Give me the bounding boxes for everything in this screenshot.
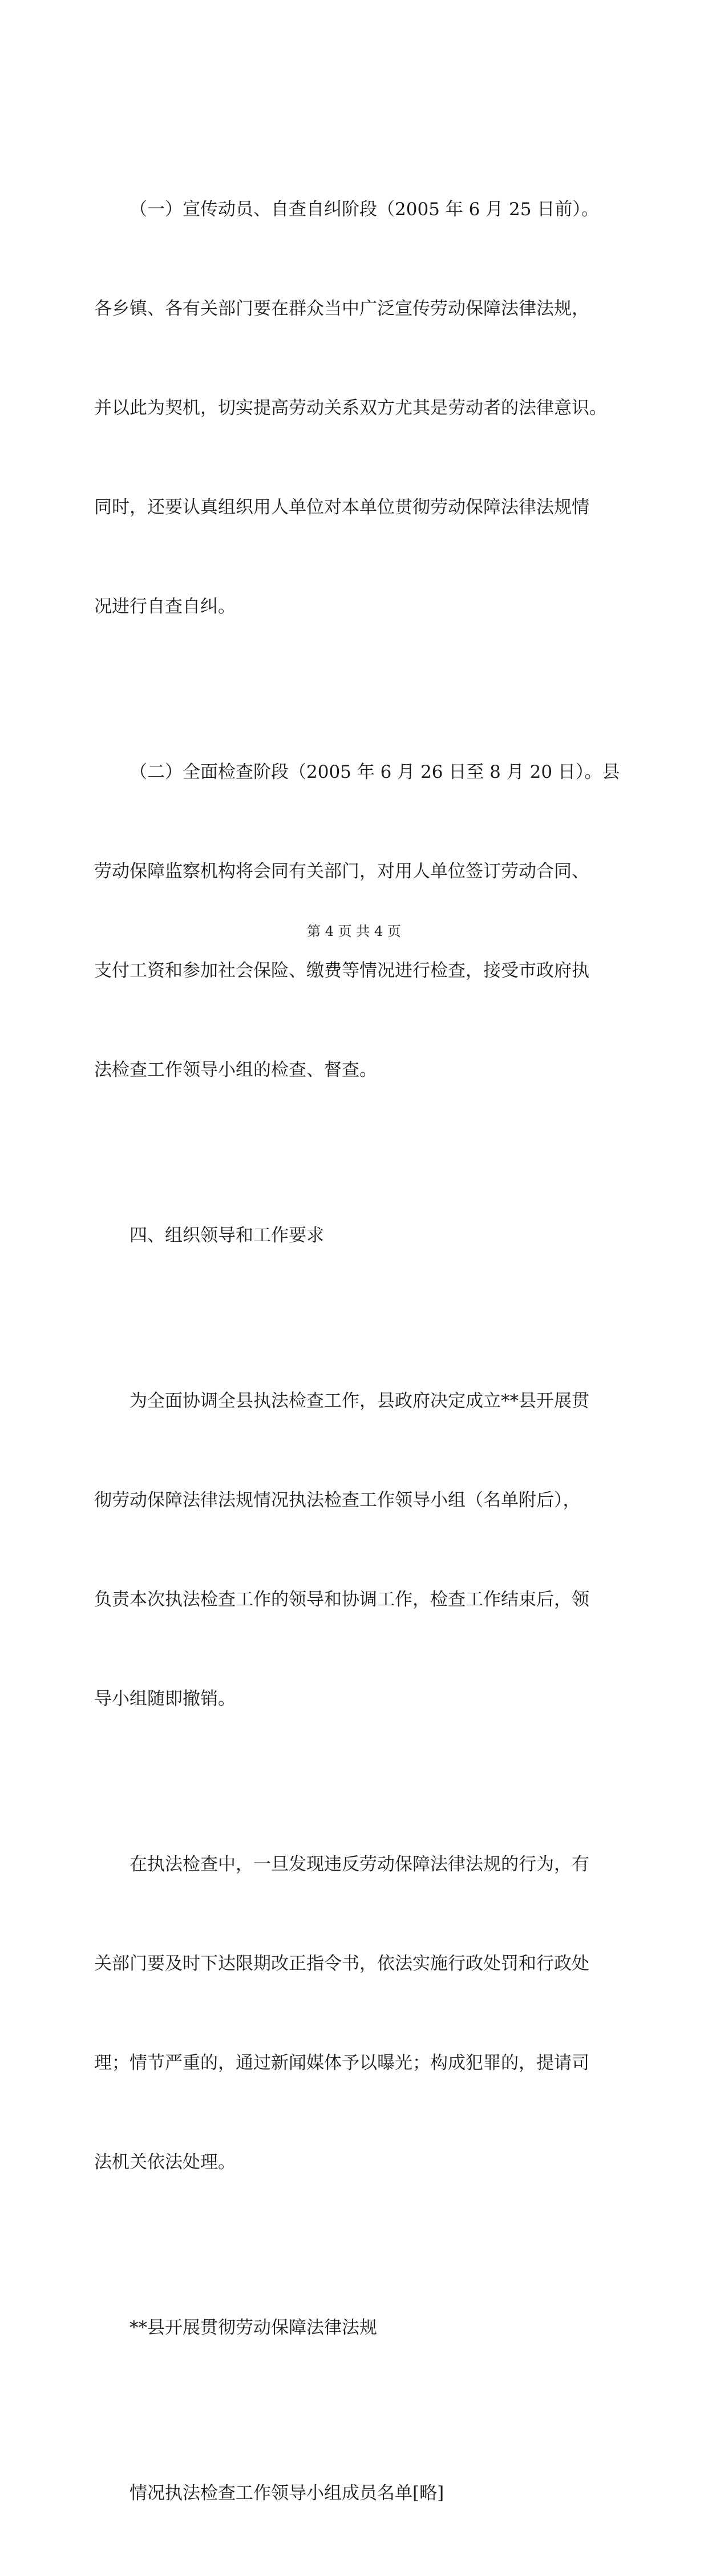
- text-line: 在执法检查中，一旦发现违反劳动保障法律法规的行为，有: [130, 1854, 589, 1875]
- text-line: 各乡镇、各有关部门要在群众当中广泛宣传劳动保障法律法规，: [94, 298, 589, 319]
- paragraph: [94, 127, 642, 689]
- text-line: 情况执法检查工作领导小组成员名单[略]: [130, 2483, 444, 2504]
- text-line: 导小组随即撤销。: [94, 1689, 236, 1709]
- text-line: （一）宣传动员、自查自纠阶段（2005 年 6 月 25 日前）。: [130, 199, 599, 220]
- text-line: （二）全面检查阶段（2005 年 6 月 26 日至 8 月 20 日）。县: [130, 762, 620, 782]
- text-line: **县开展贯彻劳动保障法律法规: [130, 2317, 377, 2338]
- section-heading: [94, 1153, 642, 1318]
- document-body: [94, 127, 642, 2576]
- text-line: 彻劳动保障法律法规情况执法检查工作领导小组（名单附后），: [94, 1490, 581, 1511]
- appendix-title: [94, 2411, 642, 2576]
- paragraph: [94, 1782, 642, 2245]
- text-line: 劳动保障监察机构将会同有关部门，对用人单位签订劳动合同、: [94, 861, 589, 882]
- text-line: 四、组织领导和工作要求: [130, 1225, 324, 1246]
- text-line: 同时，还要认真组织用人单位对本单位贯彻劳动保障法律法规情: [94, 497, 589, 518]
- text-line: 并以此为契机，切实提高劳动关系双方尤其是劳动者的法律意识。: [94, 398, 607, 418]
- page-number: 第 4 页 共 4 页: [307, 923, 401, 939]
- paragraph: [94, 1318, 642, 1782]
- text-line: 法机关依法处理。: [94, 2152, 236, 2173]
- text-line: 负责本次执法检查工作的领导和协调工作，检查工作结束后，领: [94, 1589, 589, 1610]
- text-line: 理；情节严重的，通过新闻媒体予以曝光；构成犯罪的，提请司: [94, 2053, 589, 2073]
- text-line: 为全面协调全县执法检查工作，县政府决定成立**县开展贯: [130, 1391, 589, 1411]
- appendix-title: [94, 2245, 642, 2411]
- text-line: 法检查工作领导小组的检查、督查。: [94, 1060, 377, 1080]
- text-line: 况进行自查自纠。: [94, 596, 236, 617]
- text-line: 关部门要及时下达限期改正指令书，依法实施行政处罚和行政处: [94, 1953, 589, 1974]
- text-line: 支付工资和参加社会保险、缴费等情况进行检查，接受市政府执: [94, 960, 589, 981]
